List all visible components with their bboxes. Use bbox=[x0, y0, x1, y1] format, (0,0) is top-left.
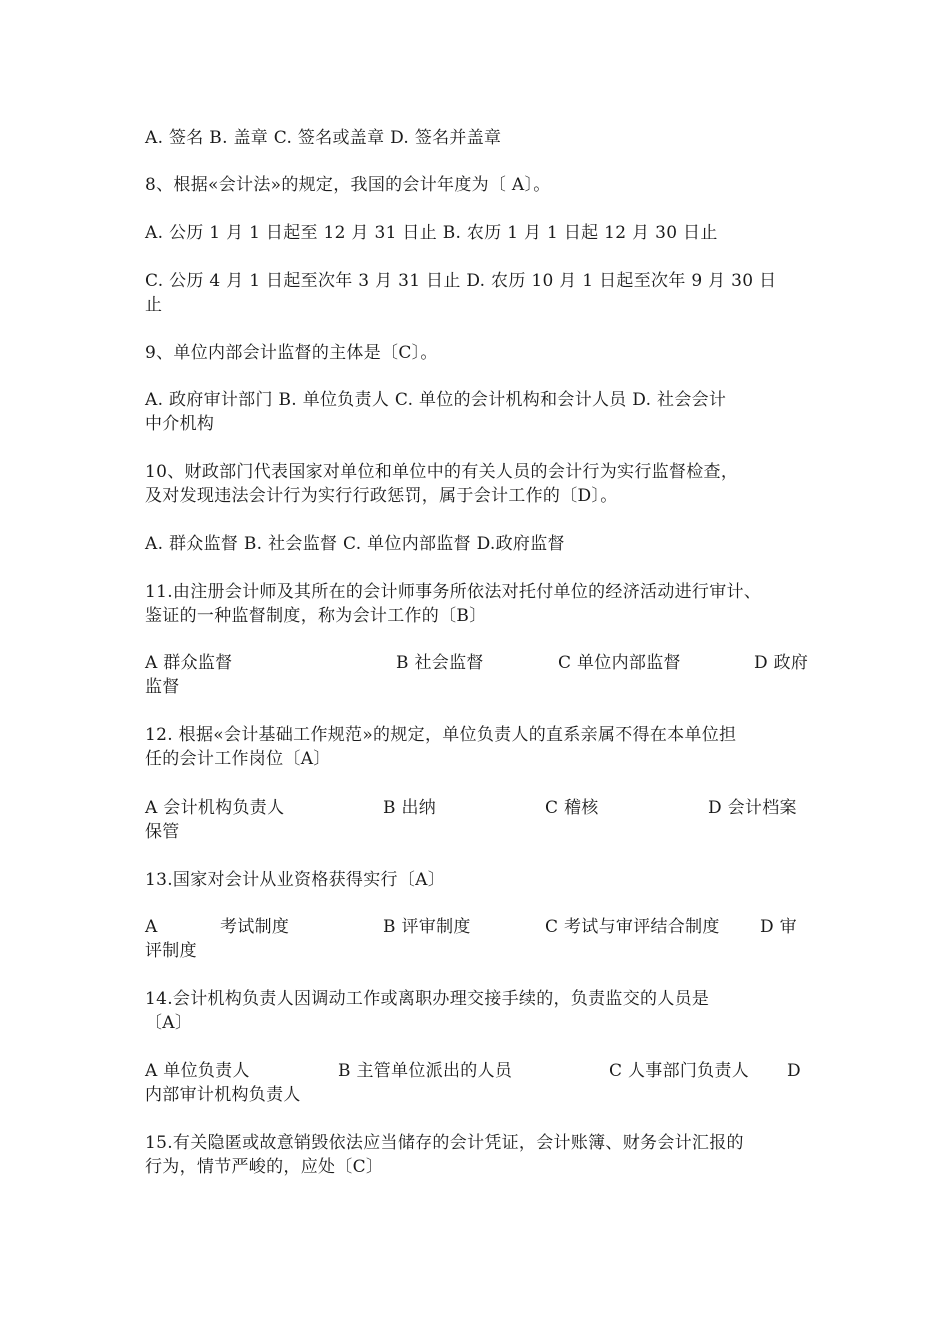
q12-option-c: C 稽核 bbox=[545, 798, 599, 818]
q12-question: 12. 根据«会计基础工作规范»的规定，单位负责人的直系亲属不得在本单位担 bbox=[145, 725, 737, 745]
q13-option-d: D 审 bbox=[760, 917, 797, 937]
q10-question-cont: 及对发现违法会计行为实行行政惩罚，属于会计工作的〔D〕。 bbox=[145, 486, 618, 506]
q9-options-cont: 中介机构 bbox=[145, 414, 215, 434]
q10-options: A. 群众监督 B. 社会监督 C. 单位内部监督 D.政府监督 bbox=[145, 534, 565, 554]
q11-option-b: B 社会监督 bbox=[396, 653, 484, 673]
q14-question-cont: 〔A〕 bbox=[145, 1013, 193, 1033]
q13-option-d-cont: 评制度 bbox=[145, 941, 197, 961]
q9-question: 9、单位内部会计监督的主体是〔C〕。 bbox=[145, 343, 438, 363]
q9-options: A. 政府审计部门 B. 单位负责人 C. 单位的会计机构和会计人员 D. 社会会计 bbox=[145, 390, 727, 410]
q8-options-cd: C. 公历 4 月 1 日起至次年 3 月 31 日止 D. 农历 10 月 1 日起至次年 9 月 30 日 bbox=[145, 271, 777, 291]
q14-question: 14.会计机构负责人因调动工作或离职办理交接手续的，负责监交的人员是 bbox=[145, 989, 710, 1009]
q7-options: A. 签名 B. 盖章 C. 签名或盖章 D. 签名并盖章 bbox=[145, 128, 502, 148]
q12-option-b: B 出纳 bbox=[383, 798, 437, 818]
q13-option-b: B 评审制度 bbox=[383, 917, 471, 937]
q15-question: 15.有关隐匿或故意销毁依法应当储存的会计凭证，会计账簿、财务会计汇报的 bbox=[145, 1133, 744, 1153]
q13-option-a-letter: A bbox=[145, 917, 158, 937]
q11-question-cont: 鉴证的一种监督制度，称为会计工作的〔B〕 bbox=[145, 606, 487, 626]
q11-option-a: A 群众监督 bbox=[145, 653, 233, 673]
q10-question: 10、财政部门代表国家对单位和单位中的有关人员的会计行为实行监督检查， bbox=[145, 462, 739, 482]
q15-question-cont: 行为，情节严峻的，应处〔C〕 bbox=[145, 1157, 384, 1177]
q13-option-a: 考试制度 bbox=[220, 917, 290, 937]
q14-option-c: C 人事部门负责人 bbox=[609, 1061, 750, 1081]
q8-options-cd-cont: 止 bbox=[145, 295, 163, 315]
q12-question-cont: 任的会计工作岗位〔A〕 bbox=[145, 749, 331, 769]
q14-option-d: D bbox=[787, 1061, 801, 1081]
q12-option-a: A 会计机构负责人 bbox=[145, 798, 285, 818]
q14-option-d-cont: 内部审计机构负责人 bbox=[145, 1085, 301, 1105]
q11-option-d: D 政府 bbox=[754, 653, 809, 673]
q11-option-c: C 单位内部监督 bbox=[558, 653, 681, 673]
q11-question: 11.由注册会计师及其所在的会计师事务所依法对托付单位的经济活动进行审计、 bbox=[145, 582, 762, 602]
q8-options-ab: A. 公历 1 月 1 日起至 12 月 31 日止 B. 农历 1 月 1 日起 12 月 30 日止 bbox=[145, 223, 718, 243]
q13-option-c: C 考试与审评结合制度 bbox=[545, 917, 720, 937]
q8-question: 8、根据«会计法»的规定，我国的会计年度为〔 A〕。 bbox=[145, 175, 551, 195]
q13-question: 13.国家对会计从业资格获得实行〔A〕 bbox=[145, 870, 446, 890]
q12-option-d: D 会计档案 bbox=[708, 798, 797, 818]
q11-option-d-cont: 监督 bbox=[145, 677, 180, 697]
q14-option-a: A 单位负责人 bbox=[145, 1061, 250, 1081]
q14-option-b: B 主管单位派出的人员 bbox=[338, 1061, 513, 1081]
q12-option-d-cont: 保管 bbox=[145, 822, 180, 842]
